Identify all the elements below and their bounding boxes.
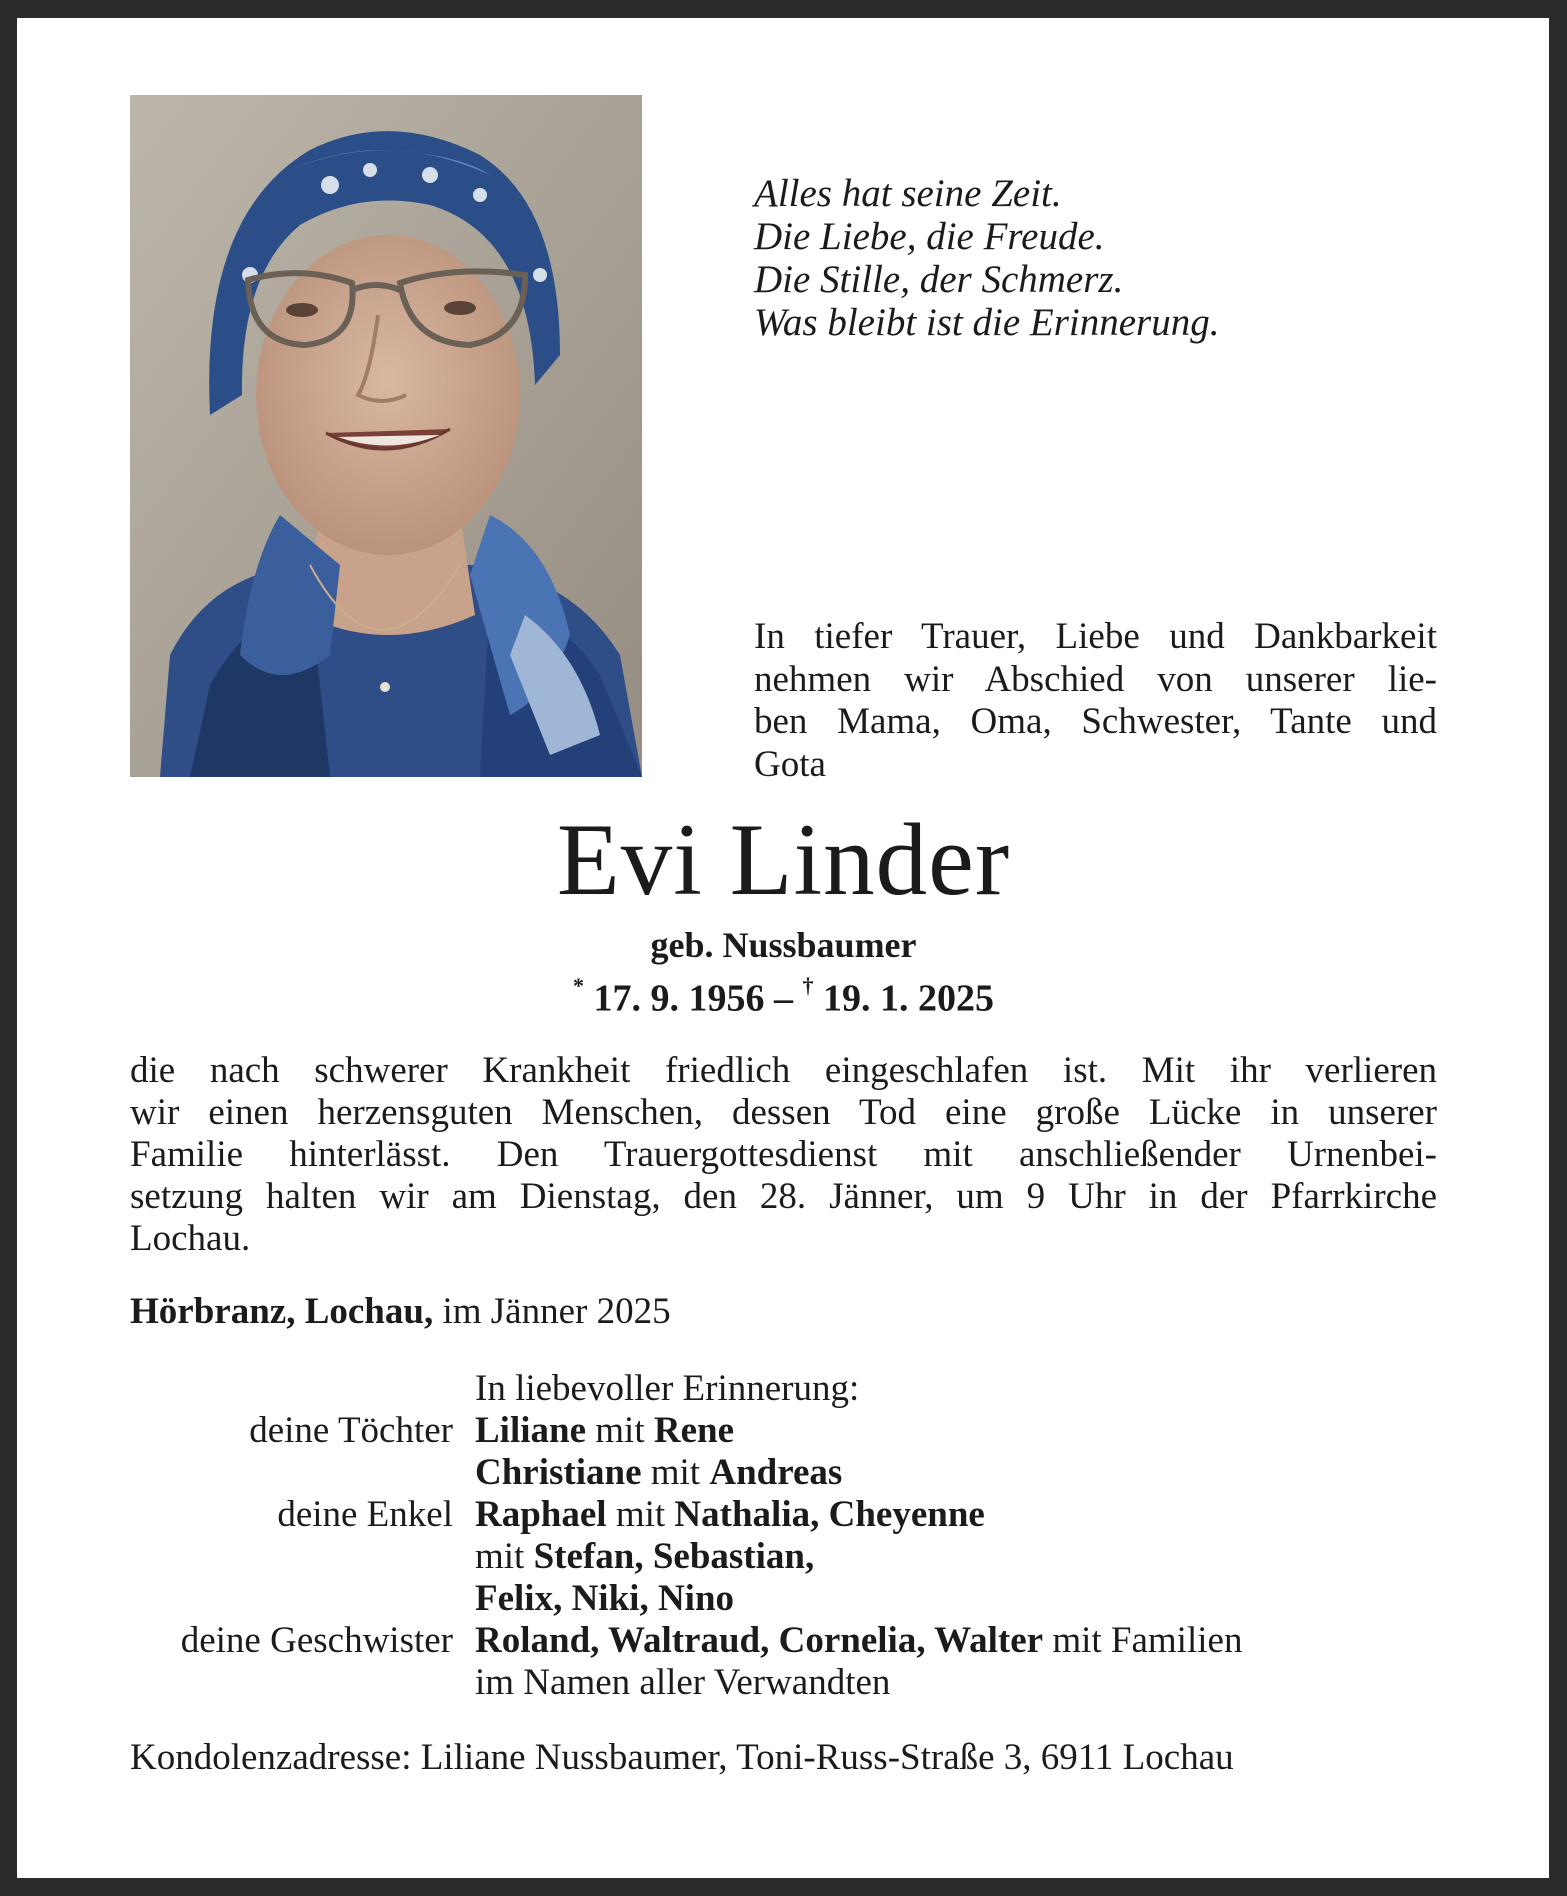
- grandchild-partners: Nathalia, Cheyenne: [674, 1494, 985, 1535]
- grandchild-name: Raphael: [475, 1494, 607, 1535]
- intro-line: In tiefer Trauer, Liebe und Dankbarkeit: [754, 616, 1437, 657]
- daughter-name: Christiane: [475, 1452, 642, 1493]
- death-date: 19. 1. 2025: [823, 977, 994, 1020]
- place-date: [130, 1290, 671, 1334]
- mourners-list: [130, 1368, 1437, 1704]
- grandchildren-row: [130, 1578, 1437, 1620]
- daughters-row: deine Töchter Liliane mit Rene: [130, 1410, 1437, 1452]
- intro-line: Gota: [754, 743, 826, 785]
- death-symbol: †: [802, 973, 814, 998]
- places: Hörbranz, Lochau,: [130, 1291, 434, 1332]
- announcement-text: [130, 1050, 1437, 1260]
- body-line: wir einen herzensguten Menschen, dessen Tod eine große Lücke in unserer: [130, 1092, 1437, 1133]
- birth-symbol: *: [573, 973, 584, 998]
- daughters-row: Christiane mit Andreas: [475, 1452, 843, 1493]
- life-dates: [0, 968, 1567, 1021]
- mourners-intro-row: [130, 1368, 1437, 1410]
- grandchildren-row: deine Enkel Raphael mit Nathalia, Cheyenne: [130, 1494, 1437, 1536]
- intro-line: nehmen wir Abschied von unserer lie-: [754, 658, 1437, 700]
- poem-line: Die Liebe, die Freude.: [754, 215, 1105, 258]
- relatives-row: [130, 1662, 1437, 1704]
- grandchild-names: Felix, Niki, Nino: [475, 1578, 735, 1619]
- date-separator: –: [774, 977, 793, 1020]
- grandchild-names: Stefan, Sebastian,: [533, 1536, 815, 1577]
- poem-line: Die Stille, der Schmerz.: [754, 258, 1124, 301]
- condolence-address: Kondolenzadresse: Liliane Nussbaumer, Toni-Russ-Straße 3, 6911 Lochau: [130, 1737, 1234, 1778]
- body-line: Familie hinterlässt. Den Trauergottesdienst mit anschließender Urnenbei-: [130, 1134, 1437, 1175]
- siblings-row: deine Geschwister Roland, Waltraud, Cornelia, Walter mit Familien: [130, 1620, 1437, 1662]
- intro-line: ben Mama, Oma, Schwester, Tante und: [754, 701, 1437, 742]
- daughters-label: deine Töchter: [249, 1410, 453, 1451]
- poem: [754, 172, 1219, 344]
- daughter-name: Liliane: [475, 1410, 587, 1451]
- maiden-name: geb. Nussbaumer: [650, 925, 917, 965]
- mourners-intro: In liebevoller Erinnerung:: [475, 1368, 860, 1409]
- portrait-photo: [130, 95, 642, 777]
- poem-line: Was bleibt ist die Erinnerung.: [754, 301, 1220, 344]
- grandchildren-label: deine Enkel: [277, 1494, 453, 1535]
- daughter-partner: Andreas: [709, 1452, 843, 1493]
- grandchildren-row: mit Stefan, Sebastian,: [475, 1536, 815, 1577]
- daughter-partner: Rene: [653, 1410, 735, 1451]
- intro-text: [754, 616, 1437, 786]
- siblings-label: deine Geschwister: [180, 1620, 453, 1661]
- body-line: die nach schwerer Krankheit friedlich eingeschlafen ist. Mit ihr verlieren: [130, 1050, 1437, 1091]
- deceased-name: Evi Linder: [556, 803, 1011, 917]
- month-year: im Jänner 2025: [442, 1291, 671, 1332]
- poem-line: Alles hat seine Zeit.: [754, 172, 1062, 215]
- birth-date: 17. 9. 1956: [593, 977, 765, 1020]
- sibling-names: Roland, Waltraud, Cornelia, Walter: [475, 1620, 1044, 1661]
- relatives-text: im Namen aller Verwandten: [475, 1662, 891, 1703]
- body-line: setzung halten wir am Dienstag, den 28. Jänner, um 9 Uhr in der Pfarrkirche: [130, 1176, 1437, 1217]
- body-line: Lochau.: [130, 1218, 251, 1259]
